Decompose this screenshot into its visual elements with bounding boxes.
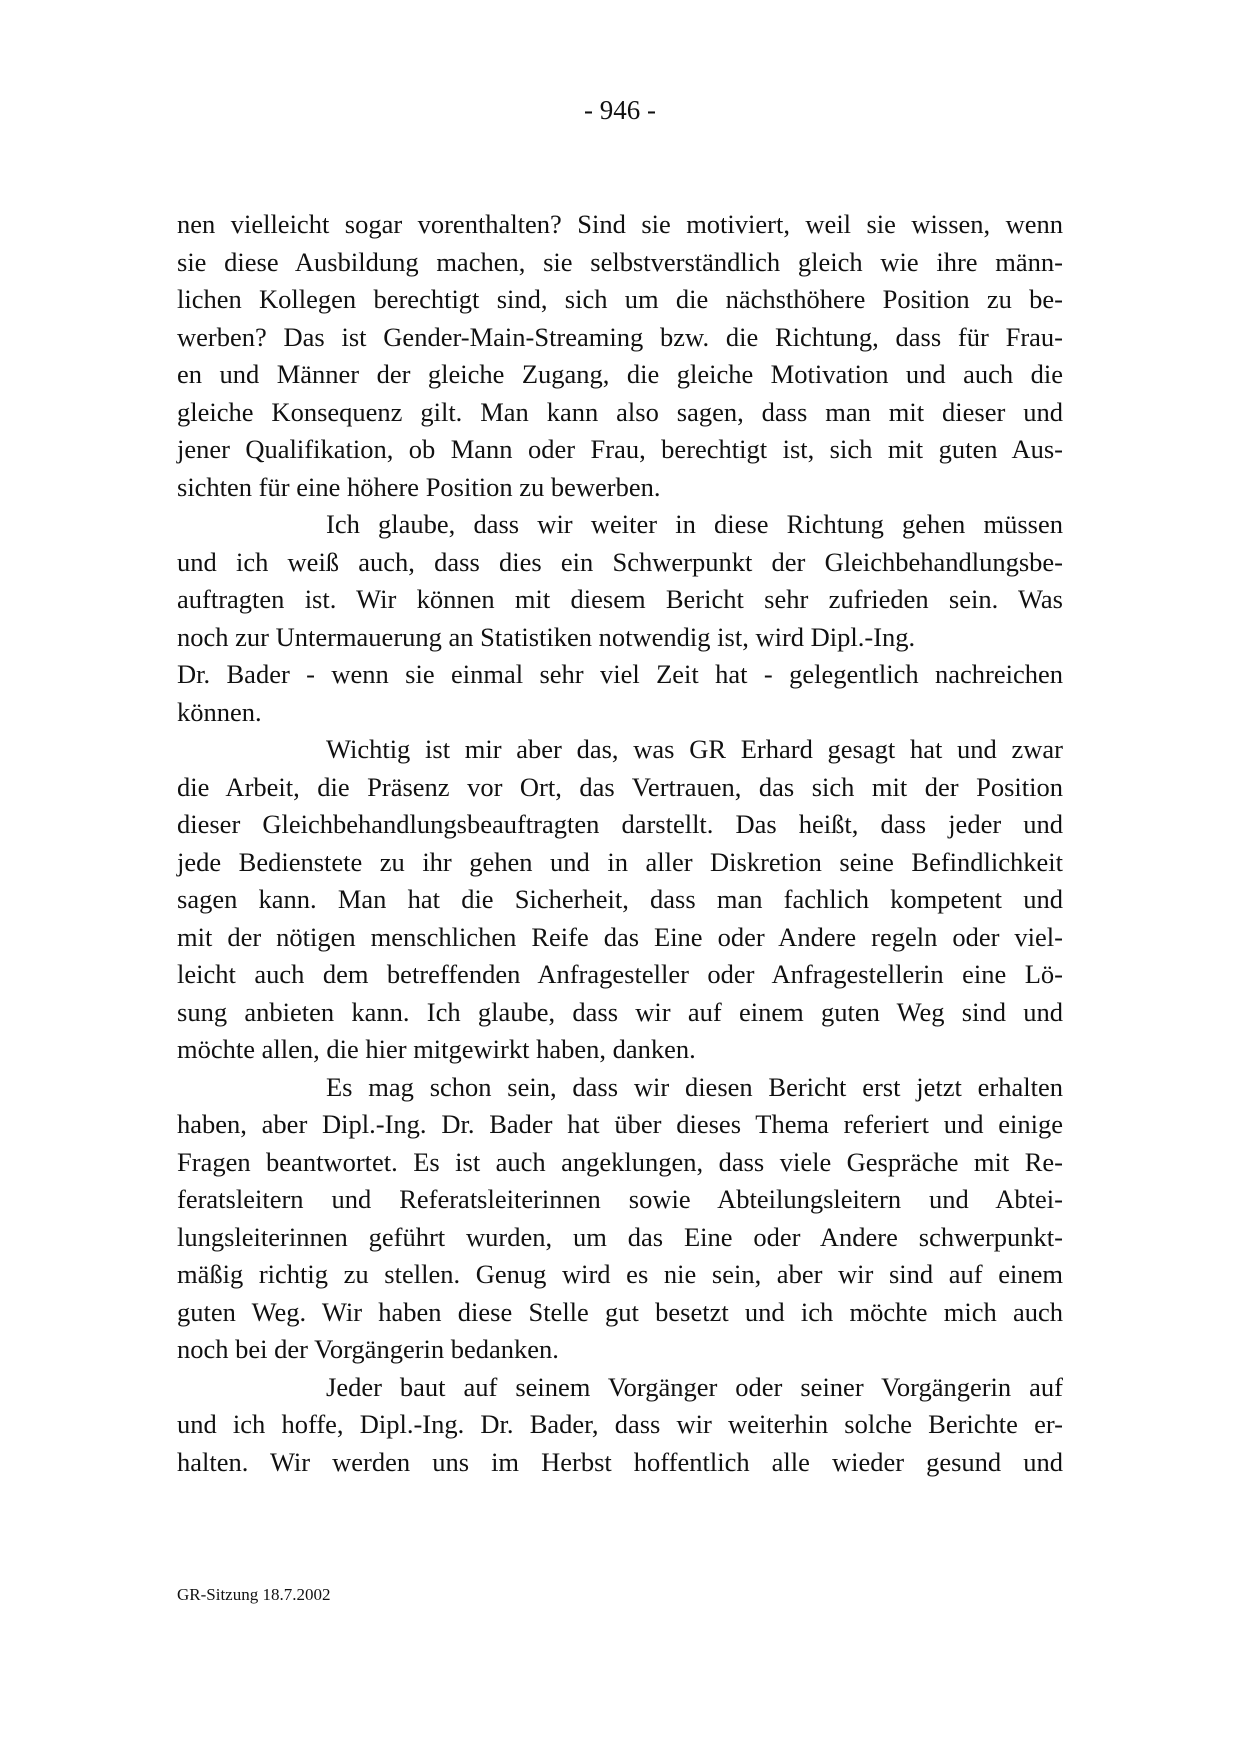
document-body [177,206,1063,1481]
text-line: sung anbieten kann. Ich glaube, dass wir auf einem guten Weg sind und [177,996,1063,1027]
text-line: und ich hoffe, Dipl.-Ing. Dr. Bader, dass wir weiterhin solche Berichte er- [177,1409,1063,1439]
text-line: feratsleitern und Referatsleiterinnen sowie Abteilungsleitern und Abtei- [177,1184,1063,1214]
text-line: können. [177,696,262,727]
paragraph-start-line: Jeder baut auf seinem Vorgänger oder seiner Vorgängerin auf [326,1371,1063,1402]
text-line: Fragen beantwortet. Es ist auch angeklungen, dass viele Gespräche mit Re- [177,1146,1063,1177]
text-line: mäßig richtig zu stellen. Genug wird es nie sein, aber wir sind auf einem [177,1259,1063,1289]
text-line: jede Bedienstete zu ihr gehen und in aller Diskretion seine Befindlichkeit [177,846,1063,877]
text-line: lungsleiterinnen geführt wurden, um das Eine oder Andere schwerpunkt- [177,1221,1063,1252]
text-line: möchte allen, die hier mitgewirkt haben, danken. [177,1034,696,1064]
text-line: guten Weg. Wir haben diese Stelle gut besetzt und ich möchte mich auch [177,1296,1063,1327]
text-line: mit der nötigen menschlichen Reife das Eine oder Andere regeln oder viel- [177,921,1063,952]
text-line: dieser Gleichbehandlungsbeauftragten darstellt. Das heißt, dass jeder und [177,809,1063,839]
paragraph-start-line: Ich glaube, dass wir weiter in diese Richtung gehen müssen [326,509,1063,539]
text-line: werben? Das ist Gender-Main-Streaming bzw. die Richtung, dass für Frau- [177,321,1063,352]
text-line: noch bei der Vorgängerin bedanken. [177,1334,559,1364]
paragraph-start-line: Es mag schon sein, dass wir diesen Bericht erst jetzt erhalten [326,1071,1063,1102]
text-line: en und Männer der gleiche Zugang, die gleiche Motivation und auch die [177,359,1063,389]
text-line: gleiche Konsequenz gilt. Man kann also sagen, dass man mit dieser und [177,396,1063,427]
text-line: halten. Wir werden uns im Herbst hoffentlich alle wieder gesund und [177,1446,1063,1477]
page-number: - 946 - [584,95,656,125]
text-line: sichten für eine höhere Position zu bewerben. [177,471,661,502]
text-line: sagen kann. Man hat die Sicherheit, dass man fachlich kompetent und [177,884,1063,914]
text-line: und ich weiß auch, dass dies ein Schwerpunkt der Gleichbehandlungsbe- [177,546,1063,577]
text-line: sie diese Ausbildung machen, sie selbstverständlich gleich wie ihre männ- [177,246,1063,277]
text-line: die Arbeit, die Präsenz vor Ort, das Vertrauen, das sich mit der Position [177,771,1063,802]
text-line: jener Qualifikation, ob Mann oder Frau, berechtigt ist, sich mit guten Aus- [177,434,1063,464]
text-line: leicht auch dem betreffenden Anfragesteller oder Anfragestellerin eine Lö- [177,959,1063,989]
text-line: nen vielleicht sogar vorenthalten? Sind sie motiviert, weil sie wissen, wenn [177,209,1063,239]
text-line: lichen Kollegen berechtigt sind, sich um die nächsthöhere Position zu be- [177,284,1063,314]
footer-session-date: GR-Sitzung 18.7.2002 [177,1585,331,1604]
paragraph-start-line: Wichtig ist mir aber das, was GR Erhard gesagt hat und zwar [326,734,1063,764]
text-line: auftragten ist. Wir können mit diesem Bericht sehr zufrieden sein. Was [177,584,1063,614]
text-line: noch zur Untermauerung an Statistiken notwendig ist, wird Dipl.-Ing. [177,621,916,652]
text-line: Dr. Bader - wenn sie einmal sehr viel Zeit hat - gelegentlich nachreichen [177,659,1063,689]
text-line: haben, aber Dipl.-Ing. Dr. Bader hat über dieses Thema referiert und einige [177,1109,1063,1139]
